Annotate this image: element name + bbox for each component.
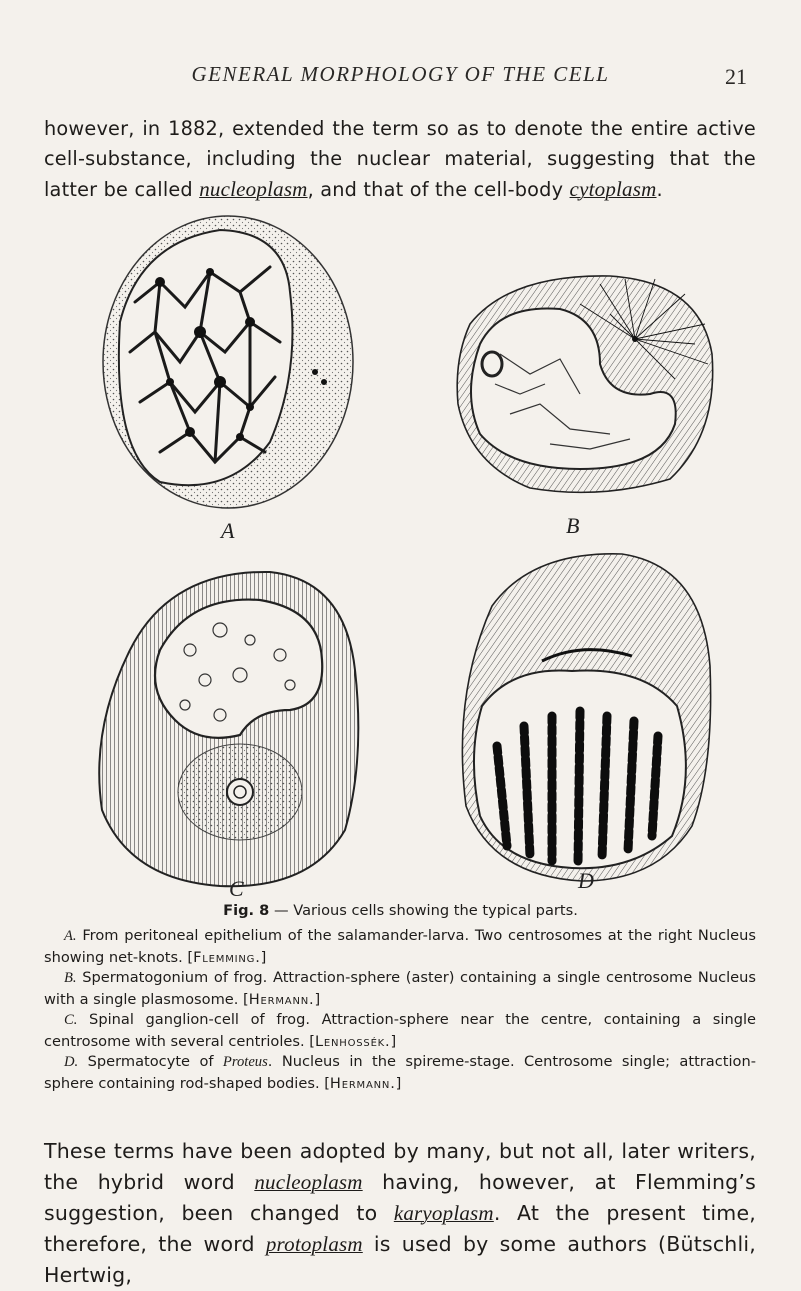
caption-label: C. (64, 1012, 78, 1028)
caption-text: From peritoneal epithelium of the salamander-larva. Two centrosomes at the right Nucleus showing net-knots. [ (44, 927, 756, 966)
caption-label: D. (64, 1054, 79, 1070)
closing-text-d: is used by some authors (Bütschli, Hertwig, (44, 1232, 756, 1287)
figure-number: Fig. 8 (223, 902, 270, 919)
figure-c-label: C (229, 876, 244, 901)
caption-text: Spermatocyte of (78, 1053, 223, 1070)
running-head: GENERAL MORPHOLOGY OF THE CELL (191, 62, 610, 86)
intro-term-nucleoplasm: nucleoplasm (199, 177, 308, 201)
figure-a-illustration (100, 212, 360, 514)
caption-entry-c (44, 1009, 756, 1052)
figure-c-illustration (90, 560, 380, 894)
caption-species: Proteus (222, 1054, 268, 1070)
figure-d-illustration (452, 546, 716, 886)
intro-term-cytoplasm: cytoplasm (569, 177, 657, 201)
closing-text-a: These terms have been adopted by many, but not all, later writers, the hybrid word (44, 1139, 756, 1194)
intro-text-a: however, in 1882, extended the term so as to denote the entire active cell-substance, including the nuclear material, suggesting that the latter be called (44, 117, 756, 201)
closing-text-c: . At the present time, therefore, the word (44, 1201, 756, 1256)
page-number: 21 (725, 64, 747, 89)
caption-text: Spinal ganglion-cell of frog. Attraction-sphere near the centre, containing a single centrosome with several centrioles. [ (44, 1011, 756, 1050)
caption-bracket: ] (390, 1033, 397, 1050)
closing-paragraph (44, 1136, 756, 1291)
caption-author: Hermann. (248, 991, 315, 1008)
caption-label: A. (64, 928, 77, 944)
figure-caption-title (0, 902, 801, 919)
caption-entry-b (44, 967, 756, 1010)
caption-text: Spermatogonium of frog. Attraction-sphere (aster) containing a single centrosome Nucleus with a single plasmosome. [ (44, 969, 756, 1008)
intro-text-c: . (656, 178, 663, 201)
intro-text-b: , and that of the cell-body (307, 178, 570, 201)
caption-bracket: ] (260, 949, 267, 966)
intro-paragraph (44, 114, 756, 205)
caption-entry-d (44, 1051, 756, 1094)
caption-entry-a (44, 925, 756, 968)
caption-bracket: ] (314, 991, 321, 1008)
caption-author: Hermann. (329, 1075, 396, 1092)
caption-author: Lenhossék. (314, 1033, 391, 1050)
caption-label: B. (64, 970, 77, 986)
caption-bracket: ] (395, 1075, 402, 1092)
figure-a-label: A (221, 518, 235, 543)
figure-b-illustration (450, 264, 722, 496)
figure-caption-text: — Various cells showing the typical parts. (269, 902, 578, 919)
caption-author: Flemming. (193, 949, 261, 966)
figure-b-label: B (566, 513, 580, 538)
closing-text-b: having, however, at Flemming’s suggestion, been changed to (44, 1170, 756, 1225)
figure-d-label: D (578, 868, 594, 893)
closing-term-karyoplasm: karyoplasm (393, 1201, 494, 1225)
caption-text-2: . Nucleus in the spireme-stage. Centrosome single; attraction-sphere containing rod-shaped bodies. [ (44, 1053, 756, 1092)
closing-term-protoplasm: protoplasm (265, 1232, 363, 1256)
closing-term-nucleoplasm: nucleoplasm (254, 1170, 363, 1194)
